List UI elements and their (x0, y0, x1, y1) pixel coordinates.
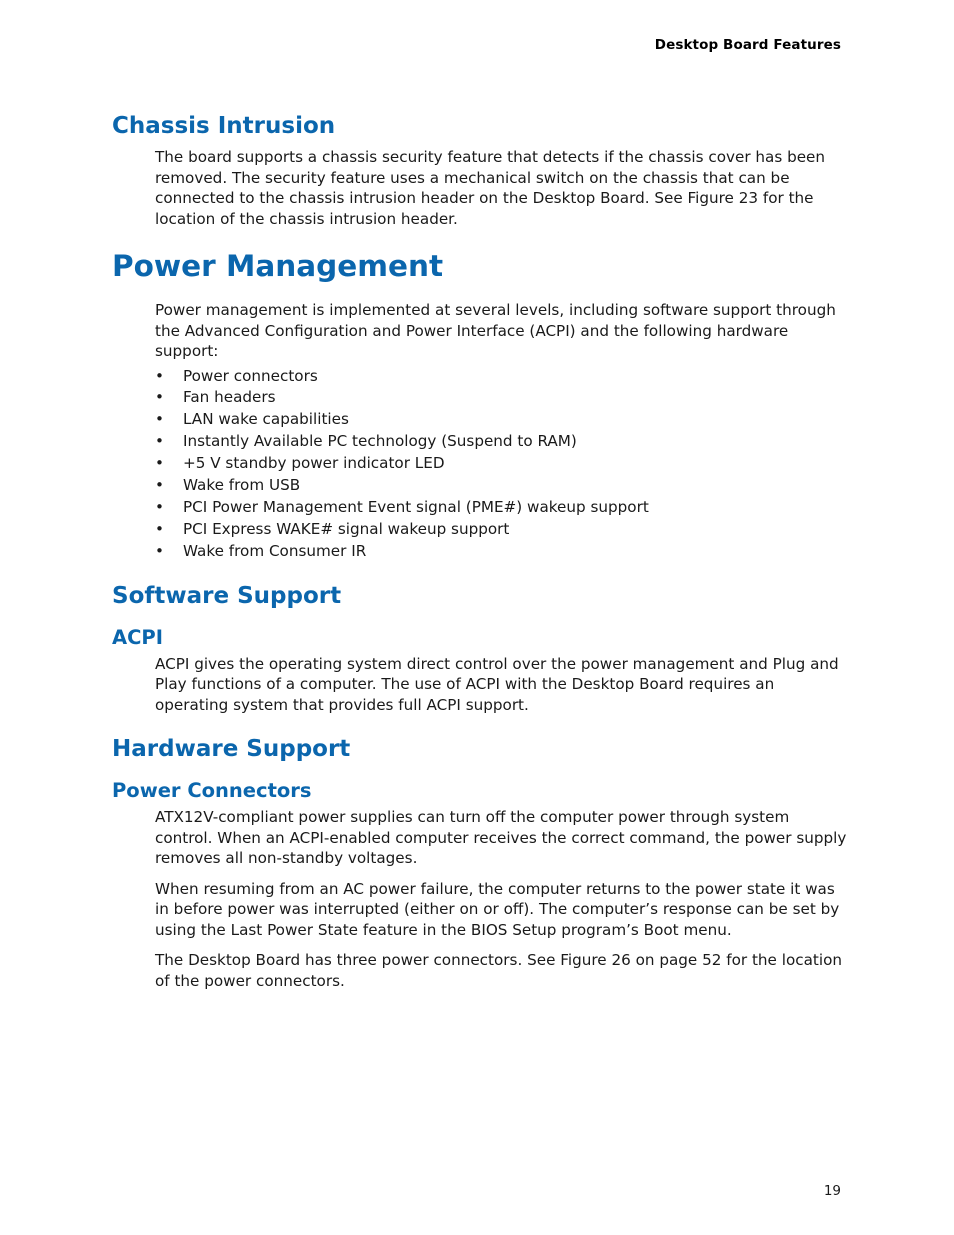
running-header: Desktop Board Features (654, 37, 841, 53)
power-management-intro: Power management is implemented at several levels, including software support through the Advanced Configuration and Power Interface (ACPI) and the following hardware support: (155, 301, 836, 360)
list-item: • PCI Power Management Event signal (PME#) wakeup support (155, 497, 847, 519)
heading-power-connectors: Power Connectors (112, 779, 312, 803)
heading-hardware-support: Hardware Support (112, 736, 351, 763)
list-item: • Power connectors (155, 366, 847, 388)
list-item: • Instantly Available PC technology (Suspend to RAM) (155, 431, 847, 453)
bullet-icon: • (155, 497, 164, 516)
heading-software-support: Software Support (112, 582, 342, 609)
power-connectors-paragraph-3: The Desktop Board has three power connectors. See Figure 26 on page 52 for the location of the power connectors. (155, 951, 842, 990)
list-item: • PCI Express WAKE# signal wakeup support (155, 519, 847, 541)
list-item: • Wake from Consumer IR (155, 541, 847, 563)
page-content (112, 110, 847, 991)
bullet-icon: • (155, 519, 164, 538)
bullet-icon: • (155, 432, 164, 451)
bullet-icon: • (155, 454, 164, 473)
acpi-paragraph: ACPI gives the operating system direct control over the power management and Plug and Play functions of a computer. The use of ACPI with the Desktop Board requires an operating system that provides full ACPI support. (155, 654, 839, 714)
heading-chassis-intrusion: Chassis Intrusion (112, 113, 336, 139)
chassis-intrusion-paragraph: The board supports a chassis security feature that detects if the chassis cover has been removed. The security feature uses a mechanical switch on the chassis that can be connected to the chassis intrusion header on the Desktop Board. See Figure 23 for the location of the chassis intrusion header. (155, 148, 826, 228)
heading-power-management: Power Management (112, 249, 444, 283)
bullet-icon: • (155, 410, 164, 429)
list-item: • +5 V standby power indicator LED (155, 453, 847, 475)
bullet-icon: • (155, 541, 164, 560)
power-connectors-paragraph-1: ATX12V-compliant power supplies can turn off the computer power through system control. When an ACPI-enabled computer receives the correct command, the power supply removes all non-standby voltages. (155, 808, 847, 868)
bullet-icon: • (155, 388, 164, 407)
power-management-feature-list (155, 366, 847, 563)
list-item: • LAN wake capabilities (155, 409, 847, 431)
power-connectors-paragraph-2: When resuming from an AC power failure, the computer returns to the power state it was in before power was interrupted (either on or off). The computer’s response can be set by using the Last Power State feature in the BIOS Setup program’s Boot menu. (155, 879, 840, 939)
bullet-icon: • (155, 476, 164, 495)
list-item: • Fan headers (155, 387, 847, 409)
heading-acpi: ACPI (112, 625, 163, 649)
page-number: 19 (823, 1183, 841, 1199)
bullet-icon: • (155, 366, 164, 385)
list-item: • Wake from USB (155, 475, 847, 497)
